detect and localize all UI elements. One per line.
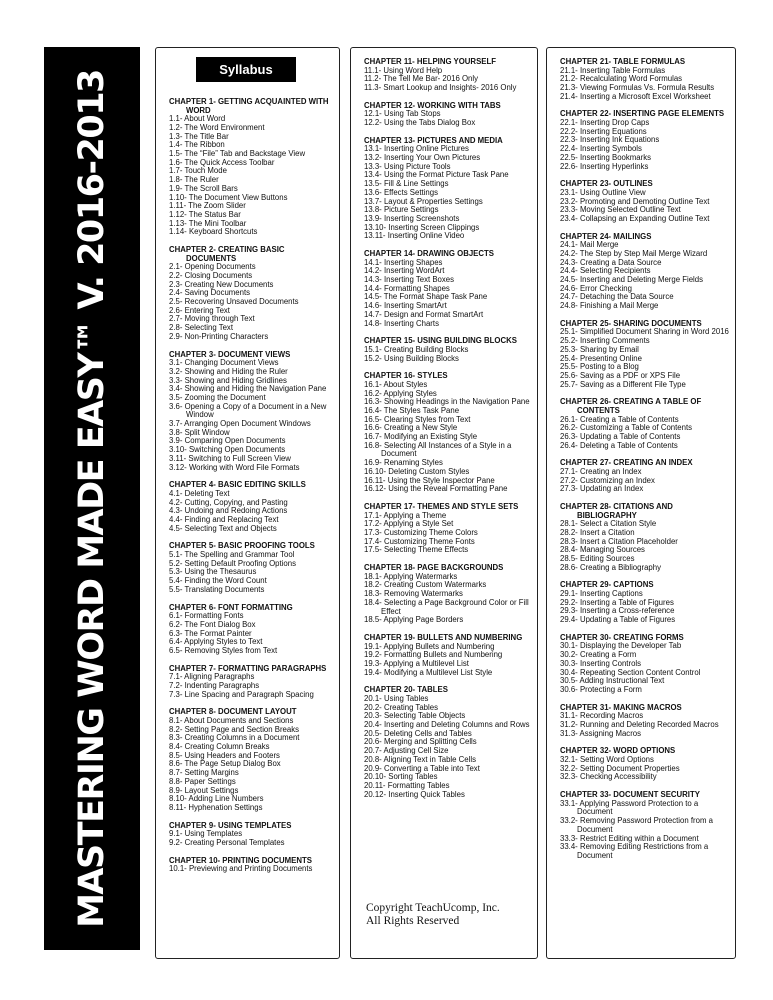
lesson-item: 18.1- Applying Watermarks [364, 571, 458, 581]
lesson-item: 2.2- Closing Documents [169, 270, 253, 280]
chapter-section [560, 634, 731, 695]
chapter-title: CHAPTER 17- THEMES AND STYLE SETS [364, 501, 519, 511]
title-banner [44, 47, 140, 950]
lesson-item: 29.1- Inserting Captions [560, 589, 643, 599]
lesson-item: 1.13- The Mini Toolbar [169, 218, 247, 228]
lesson-item: 18.3- Removing Watermarks [364, 589, 463, 599]
lesson-item: 1.4- The Ribbon [169, 140, 225, 150]
lesson-item: 28.5- Editing Sources [560, 554, 635, 564]
lesson-item: 24.1- Mail Merge [560, 240, 619, 250]
lesson-item: 13.8- Picture Settings [364, 205, 439, 215]
lesson-item: 1.9- The Scroll Bars [169, 183, 238, 193]
lesson-item: 14.3- Inserting Text Boxes [364, 275, 455, 285]
chapter-section [169, 665, 335, 700]
lesson-item: 28.4- Managing Sources [560, 545, 645, 555]
lesson-item: 2.7- Moving through Text [169, 314, 255, 324]
lesson-item: 25.1- Simplified Document Sharing in Word 2016 [560, 327, 729, 337]
chapter-section [169, 822, 335, 848]
chapter-list [169, 98, 335, 883]
lesson-item: 20.7- Adjusting Cell Size [364, 746, 449, 756]
lesson-item: 1.5- The “File” Tab and Backstage View [169, 149, 306, 158]
lesson-item: 28.2- Insert a Citation [560, 527, 635, 537]
chapter-section [560, 398, 731, 450]
chapter-section [169, 857, 335, 874]
lesson-item: 6.4- Applying Styles to Text [169, 637, 263, 647]
lesson-item: 7.3- Line Spacing and Paragraph Spacing [169, 689, 314, 699]
lesson-item: 3.8- Split Window [169, 427, 230, 437]
lesson-item: 8.8- Paper Settings [169, 776, 236, 786]
lesson-item: 8.7- Setting Margins [169, 768, 239, 778]
lesson-item: 13.9- Inserting Screenshots [364, 213, 460, 223]
lesson-item: 17.4- Customizing Theme Fonts [364, 536, 475, 546]
lesson-item: 8.3- Creating Columns in a Document [169, 733, 300, 743]
lesson-item: 8.2- Setting Page and Section Breaks [169, 724, 300, 734]
lesson-item: 26.1- Creating a Table of Contents [560, 414, 679, 424]
lesson-item: 6.2- The Font Dialog Box [169, 619, 256, 629]
lesson-item: 19.1- Applying Bullets and Numbering [364, 641, 495, 651]
lesson-item: 30.3- Inserting Controls [560, 658, 642, 668]
lesson-item: 20.6- Merging and Splitting Cells [364, 737, 477, 747]
chapter-title: CHAPTER 16- STYLES [364, 371, 448, 381]
chapter-list [364, 58, 533, 808]
chapter-title: CHAPTER 22- INSERTING PAGE ELEMENTS [560, 109, 725, 119]
lesson-item: 24.7- Detaching the Data Source [560, 292, 674, 302]
chapter-title: CHAPTER 14- DRAWING OBJECTS [364, 249, 494, 259]
lesson-item: 4.2- Cutting, Copying, and Pasting [169, 497, 288, 507]
lesson-item: 33.2- Removing Password Protection from a Document [560, 816, 713, 834]
lesson-item: 25.5- Posting to a Blog [560, 362, 639, 372]
lesson-item: 24.3- Creating a Data Source [560, 257, 662, 267]
chapter-section [364, 58, 533, 93]
lesson-item: 29.4- Updating a Table of Figures [560, 615, 676, 625]
lesson-item: 8.11- Hyphenation Settings [169, 802, 263, 812]
lesson-item: 20.3- Selecting Table Objects [364, 711, 466, 721]
rights-line: All Rights Reserved [366, 915, 460, 927]
chapter-title: CHAPTER 19- BULLETS AND NUMBERING [364, 632, 523, 642]
lesson-item: 25.6- Saving as a PDF or XPS File [560, 370, 681, 380]
lesson-item: 16.11- Using the Style Inspector Pane [364, 475, 495, 485]
lesson-item: 5.3- Using the Thesaurus [169, 567, 257, 577]
chapter-section [364, 137, 533, 241]
chapter-title: CHAPTER 28- CITATIONS AND BIBLIOGRAPHY [560, 502, 673, 520]
chapter-section [560, 704, 731, 739]
lesson-item: 8.1- About Documents and Sections [169, 715, 294, 725]
chapter-title: CHAPTER 1- GETTING ACQUAINTED WITH WORD [169, 97, 329, 115]
chapter-title: CHAPTER 4- BASIC EDITING SKILLS [169, 480, 306, 490]
chapter-title: CHAPTER 32- WORD OPTIONS [560, 746, 676, 756]
lesson-item: 3.1- Changing Document Views [169, 358, 279, 368]
lesson-item: 1.14- Keyboard Shortcuts [169, 227, 258, 237]
lesson-item: 21.2- Recalculating Word Formulas [560, 74, 683, 84]
chapter-section [560, 58, 731, 101]
lesson-item: 24.2- The Step by Step Mail Merge Wizard [560, 248, 708, 258]
chapter-title: CHAPTER 10- PRINTING DOCUMENTS [169, 855, 312, 865]
lesson-item: 23.1- Using Outline View [560, 187, 646, 197]
lesson-item: 5.5- Translating Documents [169, 584, 265, 594]
lesson-item: 13.5- Fill & Line Settings [364, 179, 449, 189]
syllabus-column-2 [350, 47, 538, 959]
chapter-section [364, 250, 533, 328]
lesson-item: 14.7- Design and Format SmartArt [364, 309, 484, 319]
lesson-item: 32.3- Checking Accessibility [560, 772, 657, 782]
chapter-section [364, 634, 533, 677]
lesson-item: 23.3- Moving Selected Outline Text [560, 205, 681, 215]
lesson-item: 30.1- Displaying the Developer Tab [560, 641, 682, 651]
lesson-item: 1.2- The Word Environment [169, 122, 265, 132]
lesson-item: 27.1- Creating an Index [560, 466, 642, 476]
lesson-item: 3.2- Showing and Hiding the Ruler [169, 366, 288, 376]
lesson-item: 16.9- Renaming Styles [364, 458, 443, 468]
lesson-item: 17.1- Applying a Theme [364, 510, 447, 520]
document-title: MASTERING WORD MADE EASY™ V. 2016-2013 [72, 69, 112, 928]
lesson-item: 25.7- Saving as a Different File Type [560, 379, 686, 389]
lesson-item: 2.6- Entering Text [169, 305, 230, 315]
chapter-section [364, 503, 533, 555]
lesson-item: 28.3- Insert a Citation Placeholder [560, 536, 678, 546]
lesson-item: 13.3- Using Picture Tools [364, 161, 451, 171]
lesson-item: 2.8- Selecting Text [169, 323, 234, 333]
lesson-item: 1.1- About Word [169, 114, 226, 124]
syllabus-heading: Syllabus [196, 57, 296, 82]
lesson-item: 25.4- Presenting Online [560, 353, 642, 363]
lesson-item: 20.4- Inserting and Deleting Columns and Rows [364, 720, 530, 730]
lesson-item: 2.9- Non-Printing Characters [169, 331, 269, 341]
lesson-item: 8.6- The Page Setup Dialog Box [169, 759, 281, 769]
lesson-item: 14.4- Formatting Shapes [364, 283, 450, 293]
lesson-item: 16.3- Showing Headings in the Navigation Pane [364, 397, 530, 407]
lesson-item: 23.2- Promoting and Demoting Outline Text [560, 196, 710, 206]
chapter-title: CHAPTER 20- TABLES [364, 685, 448, 695]
lesson-item: 15.2- Using Building Blocks [364, 353, 459, 363]
chapter-section [169, 708, 335, 812]
lesson-item: 26.4- Deleting a Table of Contents [560, 440, 678, 450]
copyright-notice [366, 902, 500, 928]
lesson-item: 20.12- Inserting Quick Tables [364, 789, 465, 799]
lesson-item: 19.2- Formatting Bullets and Numbering [364, 650, 503, 660]
lesson-item: 28.6- Creating a Bibliography [560, 562, 661, 572]
chapter-section [560, 320, 731, 390]
lesson-item: 16.8- Selecting All Instances of a Style in a Document [364, 440, 512, 459]
lesson-item: 8.5- Using Headers and Footers [169, 750, 280, 760]
lesson-item: 20.8- Aligning Text in Table Cells [364, 754, 476, 764]
lesson-item: 21.4- Inserting a Microsoft Excel Worksheet [560, 91, 711, 101]
lesson-item: 20.5- Deleting Cells and Tables [364, 728, 472, 738]
lesson-item: 24.6- Error Checking [560, 283, 632, 293]
lesson-item: 16.10- Deleting Custom Styles [364, 466, 470, 476]
chapter-section [560, 581, 731, 624]
lesson-item: 4.3- Undoing and Redoing Actions [169, 506, 288, 516]
lesson-item: 20.1- Using Tables [364, 693, 429, 703]
lesson-item: 8.9- Layout Settings [169, 785, 239, 795]
chapter-section [560, 747, 731, 782]
lesson-item: 31.3- Assigning Macros [560, 728, 642, 738]
lesson-item: 13.10- Inserting Screen Clippings [364, 222, 480, 232]
lesson-item: 11.1- Using Word Help [364, 65, 443, 75]
syllabus-column-1 [155, 47, 340, 959]
lesson-item: 5.4- Finding the Word Count [169, 576, 267, 586]
lesson-item: 21.1- Inserting Table Formulas [560, 65, 666, 75]
lesson-item: 3.5- Zooming the Document [169, 392, 266, 402]
lesson-item: 1.6- The Quick Access Toolbar [169, 157, 275, 167]
chapter-title: CHAPTER 12- WORKING WITH TABS [364, 100, 501, 110]
chapter-section [169, 98, 335, 237]
chapter-section [169, 542, 335, 594]
chapter-title: CHAPTER 15- USING BUILDING BLOCKS [364, 336, 517, 346]
chapter-section [364, 102, 533, 128]
lesson-item: 22.1- Inserting Drop Caps [560, 118, 650, 127]
lesson-item: 30.5- Adding Instructional Text [560, 676, 665, 686]
lesson-item: 16.6- Creating a New Style [364, 423, 458, 433]
lesson-item: 3.9- Comparing Open Documents [169, 436, 286, 446]
chapter-title: CHAPTER 29- CAPTIONS [560, 580, 654, 590]
chapter-title: CHAPTER 3- DOCUMENT VIEWS [169, 349, 291, 359]
lesson-item: 10.1- Previewing and Printing Documents [169, 864, 313, 874]
lesson-item: 1.12- The Status Bar [169, 209, 241, 219]
chapter-section [364, 686, 533, 799]
lesson-item: 3.7- Arranging Open Document Windows [169, 419, 311, 429]
chapter-title: CHAPTER 7- FORMATTING PARAGRAPHS [169, 663, 327, 673]
lesson-item: 3.10- Switching Open Documents [169, 445, 286, 455]
lesson-item: 8.4- Creating Column Breaks [169, 742, 270, 752]
chapter-title: CHAPTER 6- FONT FORMATTING [169, 602, 293, 612]
chapter-title: CHAPTER 18- PAGE BACKGROUNDS [364, 563, 504, 573]
lesson-item: 20.2- Creating Tables [364, 702, 438, 712]
lesson-item: 19.4- Modifying a Multilevel List Style [364, 667, 493, 677]
lesson-item: 14.8- Inserting Charts [364, 318, 439, 328]
lesson-item: 21.3- Viewing Formulas Vs. Formula Results [560, 83, 715, 92]
lesson-item: 7.2- Indenting Paragraphs [169, 680, 260, 690]
lesson-item: 4.1- Deleting Text [169, 488, 230, 498]
chapter-title: CHAPTER 24- MAILINGS [560, 231, 652, 241]
lesson-item: 6.5- Removing Styles from Text [169, 645, 278, 655]
lesson-item: 11.2- The Tell Me Bar- 2016 Only [364, 74, 478, 84]
lesson-item: 22.5- Inserting Bookmarks [560, 152, 652, 162]
lesson-item: 22.2- Inserting Equations [560, 126, 647, 136]
lesson-item: 1.11- The Zoom Slider [169, 201, 246, 211]
lesson-item: 28.1- Select a Citation Style [560, 519, 657, 529]
chapter-title: CHAPTER 11- HELPING YOURSELF [364, 57, 496, 66]
lesson-item: 26.2- Customizing a Table of Contents [560, 423, 693, 433]
chapter-section [560, 180, 731, 223]
lesson-item: 5.1- The Spelling and Grammar Tool [169, 549, 295, 559]
lesson-item: 13.7- Layout & Properties Settings [364, 196, 483, 206]
lesson-item: 20.9- Converting a Table into Text [364, 763, 480, 773]
lesson-item: 14.1- Inserting Shapes [364, 257, 443, 267]
lesson-item: 16.1- About Styles [364, 379, 428, 389]
chapter-title: CHAPTER 31- MAKING MACROS [560, 702, 682, 712]
lesson-item: 2.3- Creating New Documents [169, 279, 274, 289]
lesson-item: 13.2- Inserting Your Own Pictures [364, 153, 481, 162]
lesson-item: 4.4- Finding and Replacing Text [169, 514, 279, 524]
chapter-section [364, 372, 533, 494]
lesson-item: 4.5- Selecting Text and Objects [169, 523, 277, 533]
lesson-item: 31.2- Running and Deleting Recorded Macros [560, 719, 719, 729]
lesson-item: 3.3- Showing and Hiding Gridlines [169, 375, 287, 385]
lesson-item: 32.1- Setting Word Options [560, 754, 654, 764]
lesson-item: 7.1- Aligning Paragraphs [169, 672, 255, 682]
lesson-item: 22.4- Inserting Symbols [560, 144, 642, 154]
lesson-item: 33.1- Applying Password Protection to a Document [560, 798, 699, 817]
lesson-item: 12.2- Using the Tabs Dialog Box [364, 118, 476, 127]
syllabus-column-3 [546, 47, 736, 959]
chapter-title: CHAPTER 13- PICTURES AND MEDIA [364, 135, 503, 145]
lesson-item: 8.10- Adding Line Numbers [169, 794, 264, 804]
copyright-line: Copyright TeachUcomp, Inc. [366, 902, 500, 914]
lesson-item: 30.2- Creating a Form [560, 650, 637, 660]
lesson-item: 26.3- Updating a Table of Contents [560, 431, 681, 441]
lesson-item: 12.1- Using Tab Stops [364, 109, 441, 119]
lesson-item: 29.2- Inserting a Table of Figures [560, 597, 674, 607]
lesson-item: 2.4- Saving Documents [169, 288, 251, 298]
lesson-item: 9.1- Using Templates [169, 829, 243, 839]
lesson-item: 13.1- Inserting Online Pictures [364, 144, 469, 154]
lesson-item: 9.2- Creating Personal Templates [169, 837, 285, 847]
lesson-item: 6.1- Formatting Fonts [169, 611, 244, 621]
chapter-section [364, 564, 533, 625]
lesson-item: 1.7- Touch Mode [169, 166, 227, 176]
lesson-item: 18.2- Creating Custom Watermarks [364, 580, 487, 590]
lesson-item: 25.3- Sharing by Email [560, 344, 639, 354]
lesson-item: 20.11- Formatting Tables [364, 780, 450, 790]
lesson-item: 13.11- Inserting Online Video [364, 231, 465, 241]
lesson-item: 17.3- Customizing Theme Colors [364, 527, 478, 537]
lesson-item: 15.1- Creating Building Blocks [364, 344, 469, 354]
lesson-item: 1.3- The Title Bar [169, 131, 229, 141]
lesson-item: 1.10- The Document View Buttons [169, 192, 288, 202]
chapter-section [560, 110, 731, 171]
lesson-item: 11.3- Smart Lookup and Insights- 2016 Only [364, 83, 517, 92]
chapter-section [169, 481, 335, 533]
chapter-title: CHAPTER 5- BASIC PROOFING TOOLS [169, 541, 315, 551]
chapter-title: CHAPTER 9- USING TEMPLATES [169, 820, 292, 830]
lesson-item: 25.2- Inserting Comments [560, 336, 650, 346]
lesson-item: 27.2- Customizing an Index [560, 475, 655, 485]
lesson-item: 33.4- Removing Editing Restrictions from a Document [560, 842, 709, 860]
lesson-item: 3.6- Opening a Copy of a Document in a New Window [169, 401, 327, 420]
lesson-item: 16.7- Modifying an Existing Style [364, 432, 478, 442]
lesson-item: 2.5- Recovering Unsaved Documents [169, 297, 299, 307]
chapter-section [169, 246, 335, 342]
lesson-item: 24.4- Selecting Recipients [560, 266, 651, 276]
chapter-list [560, 58, 731, 870]
lesson-item: 16.2- Applying Styles [364, 388, 437, 398]
lesson-item: 31.1- Recording Macros [560, 711, 644, 721]
chapter-title: CHAPTER 25- SHARING DOCUMENTS [560, 318, 702, 328]
lesson-item: 18.5- Applying Page Borders [364, 615, 464, 625]
chapter-title: CHAPTER 23- OUTLINES [560, 179, 653, 189]
lesson-item: 16.4- The Styles Task Pane [364, 405, 460, 415]
lesson-item: 23.4- Collapsing an Expanding Outline Text [560, 213, 710, 223]
lesson-item: 6.3- The Format Painter [169, 628, 252, 638]
lesson-item: 3.11- Switching to Full Screen View [169, 453, 291, 463]
lesson-item: 18.4- Selecting a Page Background Color or Fill Effect [364, 597, 529, 616]
lesson-item: 19.3- Applying a Multilevel List [364, 658, 469, 668]
lesson-item: 32.2- Setting Document Properties [560, 763, 680, 773]
lesson-item: 16.5- Clearing Styles from Text [364, 414, 471, 424]
chapter-section [560, 459, 731, 494]
chapter-title: CHAPTER 2- CREATING BASIC DOCUMENTS [169, 245, 285, 263]
lesson-item: 2.1- Opening Documents [169, 262, 256, 272]
chapter-section [169, 351, 335, 473]
lesson-item: 24.5- Inserting and Deleting Merge Fields [560, 275, 704, 285]
lesson-item: 22.3- Inserting Ink Equations [560, 135, 660, 145]
lesson-item: 24.8- Finishing a Mail Merge [560, 301, 659, 311]
lesson-item: 27.3- Updating an Index [560, 484, 644, 494]
chapter-section [560, 233, 731, 311]
lesson-item: 3.4- Showing and Hiding the Navigation Pane [169, 384, 327, 394]
lesson-item: 1.8- The Ruler [169, 175, 219, 185]
chapter-title: CHAPTER 21- TABLE FORMULAS [560, 57, 686, 66]
chapter-title: CHAPTER 33- DOCUMENT SECURITY [560, 790, 700, 800]
lesson-item: 29.3- Inserting a Cross-reference [560, 606, 675, 616]
chapter-section [560, 503, 731, 572]
lesson-item: 3.12- Working with Word File Formats [169, 462, 300, 472]
lesson-item: 13.6- Effects Settings [364, 187, 438, 197]
lesson-item: 30.4- Repeating Section Content Control [560, 667, 701, 677]
chapter-section [560, 791, 731, 861]
chapter-title: CHAPTER 30- CREATING FORMS [560, 632, 684, 642]
lesson-item: 17.2- Applying a Style Set [364, 519, 454, 529]
chapter-title: CHAPTER 8- DOCUMENT LAYOUT [169, 707, 297, 717]
lesson-item: 20.10- Sorting Tables [364, 772, 438, 782]
lesson-item: 30.6- Protecting a Form [560, 684, 642, 694]
chapter-section [364, 337, 533, 363]
chapter-title: CHAPTER 27- CREATING AN INDEX [560, 458, 693, 468]
lesson-item: 5.2- Setting Default Proofing Options [169, 558, 296, 568]
chapter-section [169, 604, 335, 656]
lesson-item: 17.5- Selecting Theme Effects [364, 545, 469, 555]
lesson-item: 14.6- Inserting SmartArt [364, 301, 447, 311]
lesson-item: 33.3- Restrict Editing within a Document [560, 833, 699, 843]
lesson-item: 14.5- The Format Shape Task Pane [364, 292, 488, 302]
lesson-item: 22.6- Inserting Hyperlinks [560, 161, 649, 171]
lesson-item: 13.4- Using the Format Picture Task Pane [364, 170, 509, 180]
chapter-title: CHAPTER 26- CREATING A TABLE OF CONTENTS [560, 397, 702, 415]
lesson-item: 14.2- Inserting WordArt [364, 266, 445, 276]
lesson-item: 16.12- Using the Reveal Formatting Pane [364, 484, 508, 494]
